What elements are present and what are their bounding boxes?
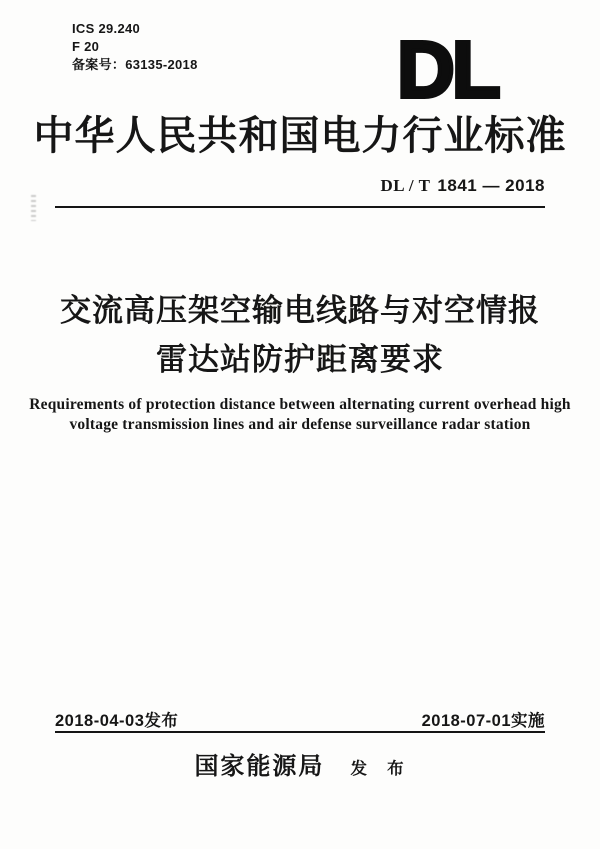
main-title-line-2: 雷达站防护距离要求 [156, 342, 444, 377]
dates-row [55, 707, 545, 731]
standard-number-digits: 1841 — 2018 [437, 176, 545, 195]
publish-label: 发 布 [350, 759, 406, 778]
classification-code: F 20 [72, 39, 100, 54]
scan-smudge [31, 195, 36, 221]
english-title-line-1: Requirements of protection distance between alternating current overhead high [29, 396, 571, 413]
header-rule [55, 206, 545, 208]
english-title-line-2: voltage transmission lines and air defense surveillance radar station [69, 416, 531, 433]
issuer-row [0, 746, 600, 781]
implement-date: 2018-07-01实施 [421, 712, 545, 730]
ics-code: ICS 29.240 [72, 21, 141, 36]
main-title [0, 286, 600, 384]
standard-number [380, 176, 545, 196]
issuing-authority: 国家能源局 [194, 754, 325, 780]
ics-block [72, 20, 198, 74]
issue-date: 2018-04-03发布 [55, 712, 179, 730]
english-title [0, 395, 600, 435]
standard-type-heading: 中华人民共和国电力行业标准 [33, 113, 567, 158]
record-number: 备案号：63135-2018 [72, 57, 198, 72]
footer-rule [55, 731, 545, 733]
dl-logo: DL [397, 25, 498, 114]
main-title-line-1: 交流高压架空输电线路与对空情报 [60, 293, 540, 328]
standard-number-prefix: DL / T [380, 176, 431, 195]
